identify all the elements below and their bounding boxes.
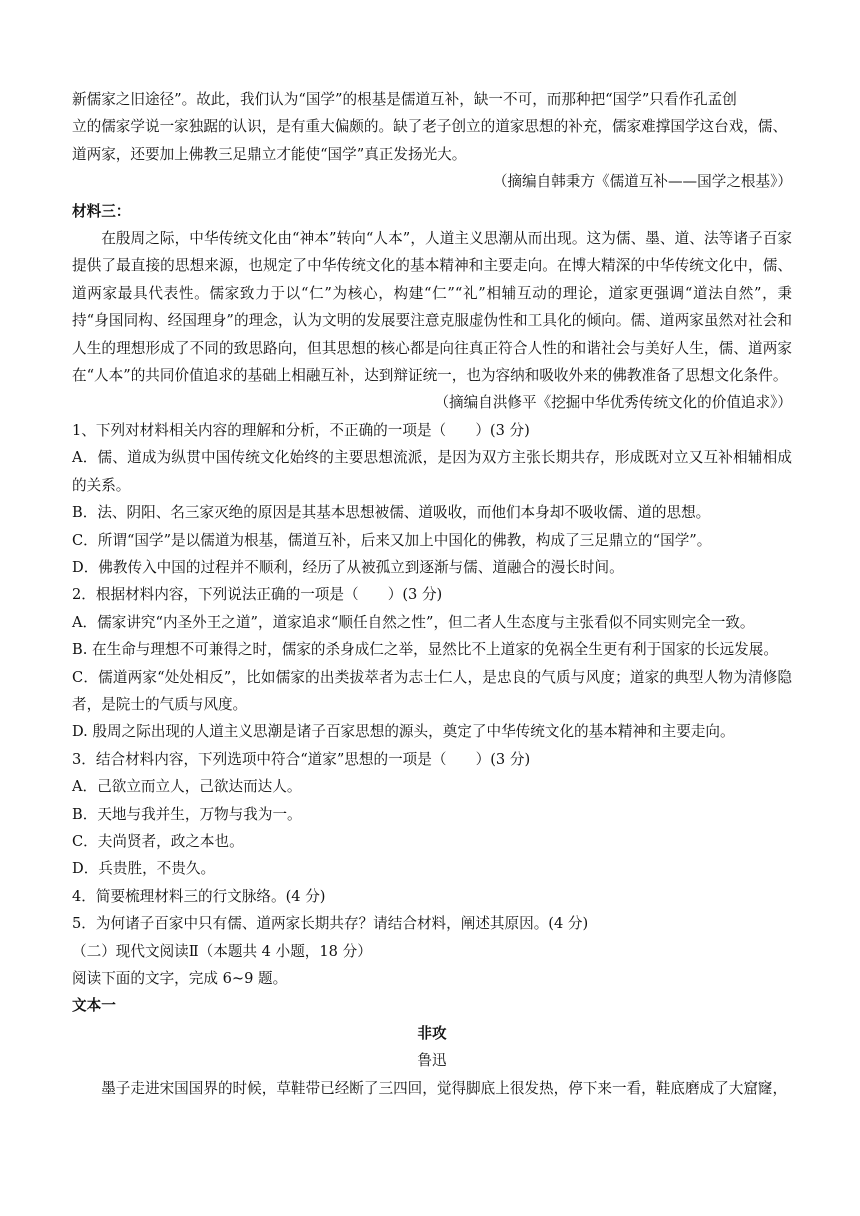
material2-source: （摘编自韩秉方《儒道互补——国学之根基》） [492, 173, 792, 191]
question-1-option-d: D．佛教传入中国的过程并不顺利，经历了从被孤立到逐渐与儒、道融合的漫长时间。 [72, 558, 624, 576]
question-1-option-a: A．儒、道成为纵贯中国传统文化始终的主要思想流派，是因为双方主张长期共存，形成既对立又互补相辅相成的关系。 [72, 449, 792, 494]
story-author: 鲁迅 [417, 1052, 447, 1070]
material3-source: （摘编自洪修平《挖掘中华优秀传统文化的价值追求》） [434, 394, 792, 412]
question-1-option-c: C．所谓“国学”是以儒道为根基，儒道互补，后来又加上中国化的佛教，构成了三足鼎立的“国学”。 [72, 531, 712, 549]
material2-line-2: 立的儒家学说一家独踞的认识，是有重大偏颇的。缺了老子创立的道家思想的补充，儒家难撑国学这台戏，儒、 [72, 118, 788, 136]
material3-paragraph: 在殷周之际，中华传统文化由“神本”转向“人本”，人道主义思潮从而出现。这为儒、墨、道、法等诸子百家提供了最直接的思想来源，也规定了中华传统文化的基本精神和主要走向。在博大精深的中华传统文化中，儒、道两家最具代表性。儒家致力于以“仁”为核心，构建“仁”“礼”相辅互动的理论，道家更强调“道法自然”，秉持“身国同构、经国理身”的理念，认为文明的发展要注意克服虚伪性和工具化的倾向。儒、道两家虽然对社会和人生的理想形成了不同的致思路向，但其思想的核心都是向往真正符合人性的和谐社会与美好人生，儒、道两家在“人本”的共同价值追求的基础上相融互补，达到辩证统一，也为容纳和吸收外来的佛教准备了思想文化条件。 [72, 230, 792, 385]
question-2-option-d: D. 殷周之际出现的人道主义思潮是诸子百家思想的源头，奠定了中华传统文化的基本精神和主要走向。 [72, 723, 735, 741]
material3-heading: 材料三： [72, 202, 131, 220]
section2-title: （二）现代文阅读Ⅱ（本题共 4 小题，18 分） [72, 942, 372, 960]
question-3-option-d: D．兵贵胜，不贵久。 [72, 860, 216, 878]
material2-line-1: 新儒家之旧途径”。故此，我们认为“国学”的根基是儒道互补，缺一不可，而那种把“国学”只看作孔孟创 [72, 91, 737, 108]
question-1-option-b: B．法、阴阳、名三家灭绝的原因是其基本思想被儒、道吸收，而他们本身却不吸收儒、道的思想。 [72, 504, 711, 522]
question-3-option-a: A．己欲立而立人，己欲达而达人。 [72, 778, 302, 796]
question-1: 1、下列对材料相关内容的理解和分析，不正确的一项是（ ）(3 分) [72, 421, 530, 439]
question-5: 5．为何诸子百家中只有儒、道两家长期共存？请结合材料，阐述其原因。(4 分) [72, 915, 589, 933]
story-title: 非攻 [417, 1024, 447, 1042]
question-2-option-a: A．儒家讲究“内圣外王之道”，道家追求“顺任自然之性”，但二者人生态度与主张看似不同实则完全一致。 [72, 613, 755, 631]
story-first-line: 墨子走进宋国国界的时候，草鞋带已经断了三四回，觉得脚底上很发热，停下来一看，鞋底磨成了大窟窿， [101, 1079, 788, 1097]
question-3-option-b: B．天地与我并生，万物与我为一。 [72, 805, 302, 823]
question-3: 3．结合材料内容，下列选项中符合“道家”思想的一项是（ ）(3 分) [72, 750, 531, 768]
question-3-option-c: C．夫尚贤者，政之本也。 [72, 832, 244, 850]
question-2-option-c: C．儒道两家“处处相反”，比如儒家的出类拔萃者为志士仁人，是忠良的气质与风度；道家的典型人物为清修隐者，是院士的气质与风度。 [72, 668, 792, 713]
text1-label: 文本一 [72, 997, 116, 1015]
question-2: 2．根据材料内容，下列说法正确的一项是（ ）(3 分) [72, 586, 443, 604]
question-2-option-b: B. 在生命与理想不可兼得之时，儒家的杀身成仁之举，显然比不上道家的免祸全生更有利于国家的长远发展。 [72, 641, 778, 659]
exam-page [72, 86, 792, 1102]
section2-instruction: 阅读下面的文字，完成 6~9 题。 [72, 970, 288, 987]
question-4: 4．简要梳理材料三的行文脉络。(4 分) [72, 887, 326, 905]
material2-line-3: 道两家，还要加上佛教三足鼎立才能使“国学”真正发扬光大。 [72, 145, 467, 163]
